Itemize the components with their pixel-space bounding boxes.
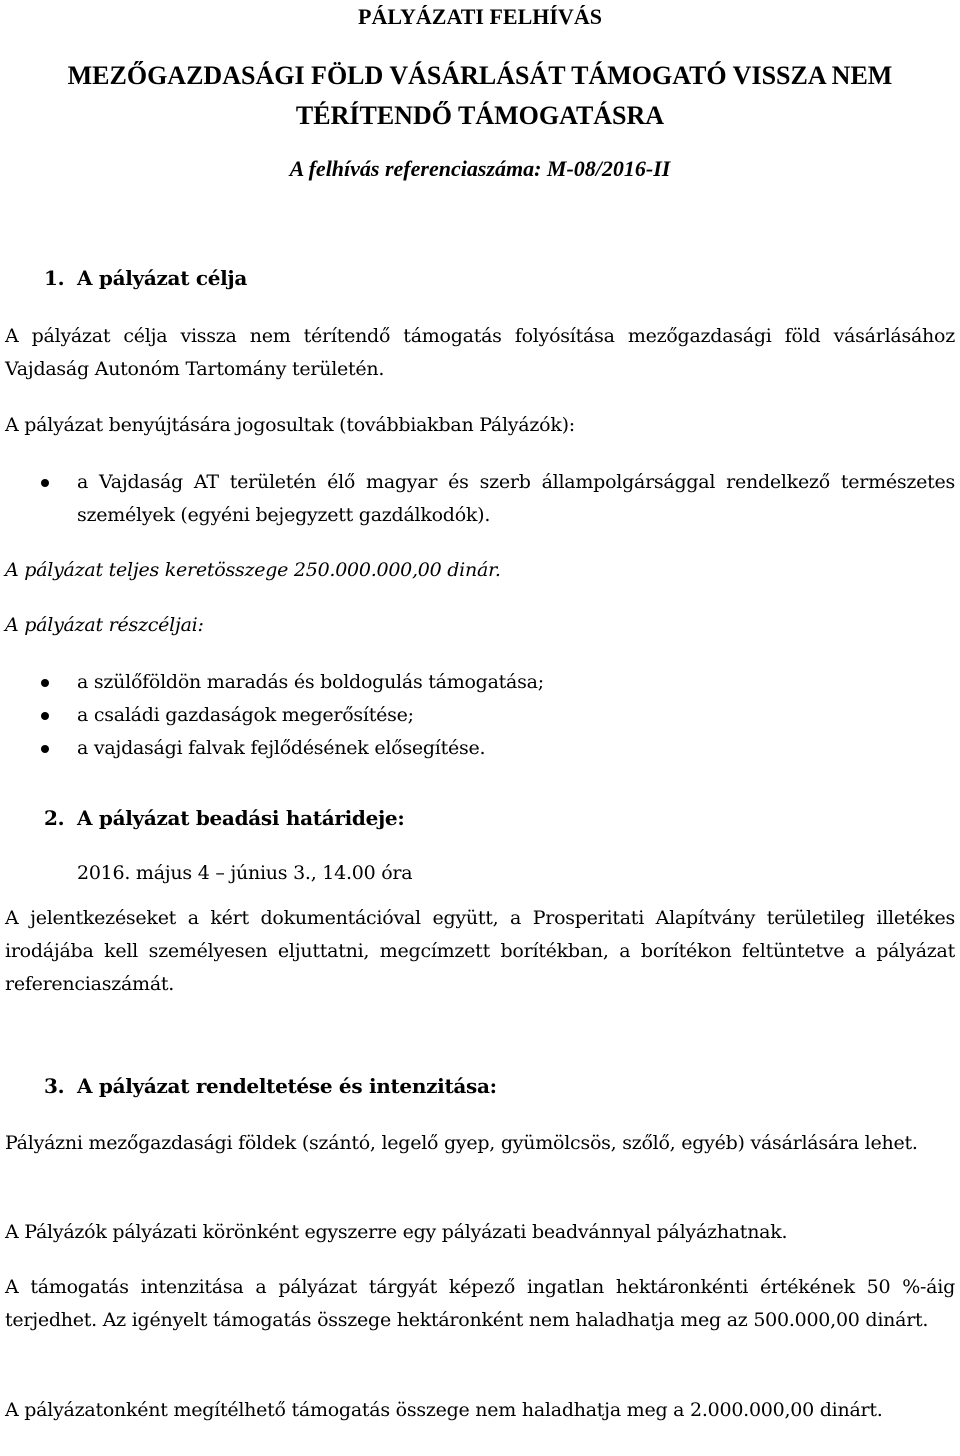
document-title-line1: MEZŐGAZDASÁGI FÖLD VÁSÁRLÁSÁT TÁMOGATÓ VISSZA NEM [67, 61, 893, 90]
section3-paragraph-2: A Pályázók pályázati körönként egyszerre egy pályázati beadvánnyal pályázhatnak. [5, 1221, 788, 1243]
section3-paragraph-3: A támogatás intenzitása a pályázat tárgyát képező ingatlan hektáronkénti értékének 50 %-áig terjedhet. Az igényelt támogatás összege hektáronként nem haladhatja meg az 500.000,00 dinárt. [5, 1276, 955, 1331]
list-item [0, 732, 960, 765]
section2-paragraph: A jelentkezéseket a kért dokumentációval együtt, a Prosperitati Alapítvány területileg illetékes irodájába kell személyesen eljuttatni, megcímzett borítékban, a borítékon feltüntetve a pályázat referenciaszámát. [5, 907, 955, 995]
section3-heading [44, 1074, 497, 1098]
subgoals-list [0, 666, 960, 765]
section1-heading [44, 266, 247, 290]
call-label: PÁLYÁZATI FELHÍVÁS [358, 4, 602, 29]
eligible-item-text: a Vajdaság AT területén élő magyar és szerb állampolgársággal rendelkező természetes személyek (egyéni bejegyzett gazdálkodók). [77, 471, 955, 526]
section2-title: A pályázat beadási határideje: [77, 806, 405, 830]
subgoal-text: a szülőföldön maradás és boldogulás támogatása; [77, 671, 544, 693]
bullet-icon [41, 479, 49, 487]
document-title [0, 56, 960, 136]
section1-number: 1. [44, 266, 65, 290]
eligible-list [0, 466, 960, 532]
list-item [0, 666, 960, 699]
bullet-icon [41, 745, 49, 753]
section3-paragraph-4: A pályázatonként megítélhető támogatás összege nem haladhatja meg a 2.000.000,00 dinárt. [5, 1399, 883, 1421]
list-item [0, 699, 960, 732]
budget-text: A pályázat teljes keretösszege 250.000.000,00 dinár. [5, 559, 501, 581]
section2-number: 2. [44, 806, 65, 830]
bullet-icon [41, 712, 49, 720]
section2-heading [44, 806, 404, 830]
eligible-intro: A pályázat benyújtására jogosultak (továbbiakban Pályázók): [5, 414, 575, 436]
section3-number: 3. [44, 1074, 65, 1098]
subgoal-text: a vajdasági falvak fejlődésének elősegítése. [77, 737, 486, 759]
deadline-text: 2016. május 4 – június 3., 14.00 óra [77, 862, 413, 884]
section1-paragraph: A pályázat célja vissza nem térítendő támogatás folyósítása mezőgazdasági föld vásárlásához Vajdaság Autonóm Tartomány területén. [5, 325, 955, 380]
document-title-line2: TÉRÍTENDŐ TÁMOGATÁSRA [295, 101, 665, 130]
section3-paragraph-1: Pályázni mezőgazdasági földek (szántó, legelő gyep, gyümölcsös, szőlő, egyéb) vásárlására lehet. [5, 1132, 918, 1154]
section3-title: A pályázat rendeltetése és intenzitása: [77, 1074, 497, 1098]
subgoals-intro: A pályázat részcéljai: [5, 614, 204, 636]
bullet-icon [41, 679, 49, 687]
list-item [0, 466, 960, 532]
reference-number: A felhívás referenciaszáma: M-08/2016-II [289, 156, 671, 181]
subgoal-text: a családi gazdaságok megerősítése; [77, 704, 414, 726]
section1-title: A pályázat célja [77, 266, 248, 290]
